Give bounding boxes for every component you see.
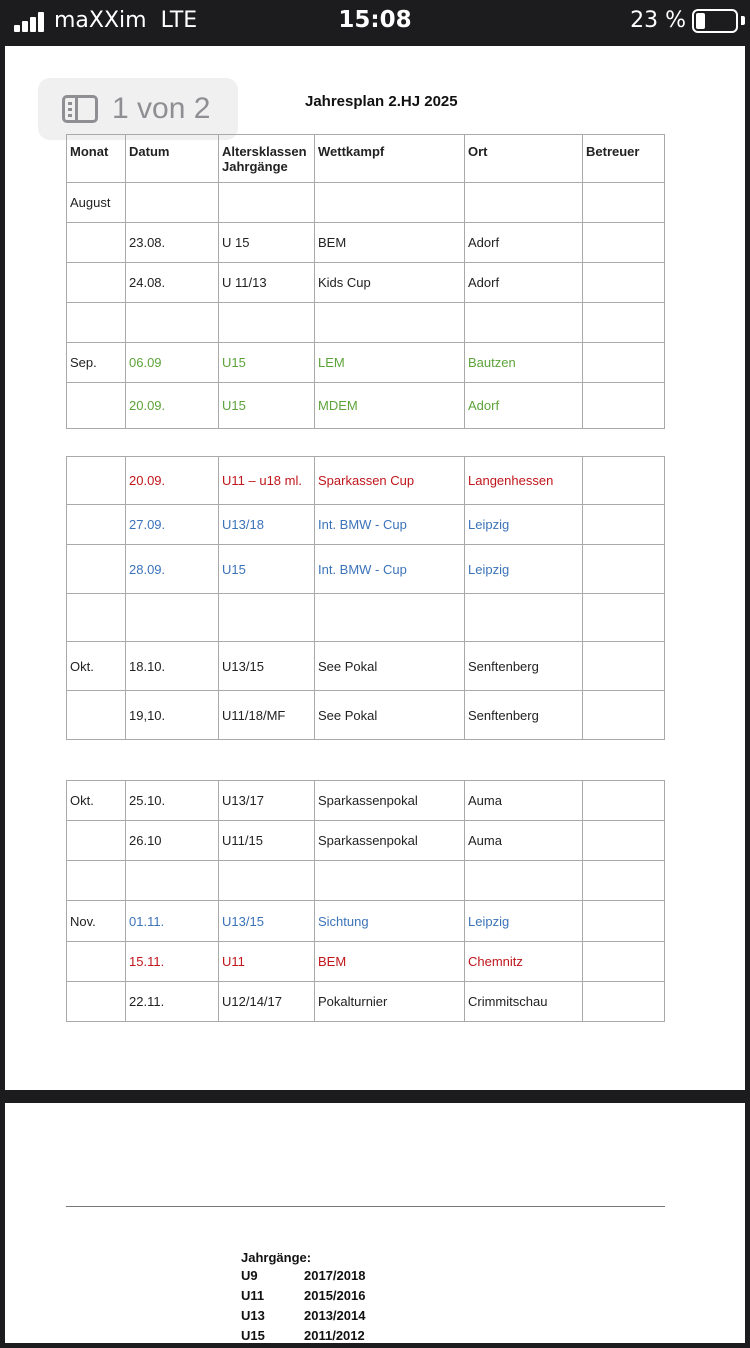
cell-monat (67, 505, 126, 545)
cell-ort (465, 861, 583, 901)
cell-wettkampf: Sparkassen Cup (315, 457, 465, 505)
cell-wettkampf: Int. BMW - Cup (315, 505, 465, 545)
schedule-table-2 (66, 456, 665, 740)
legend-row (241, 1328, 365, 1348)
cell-wettkampf: Sichtung (315, 901, 465, 942)
cell-altersklasse: U11/18/MF (219, 691, 315, 740)
cell-wettkampf: Pokalturnier (315, 982, 465, 1022)
cell-datum: 19,10. (126, 691, 219, 740)
cell-betreuer (583, 691, 665, 740)
cell-monat (67, 383, 126, 429)
cell-monat (67, 861, 126, 901)
divider-line (66, 1206, 665, 1207)
table-row (67, 691, 665, 740)
header-wettkampf: Wettkampf (315, 135, 465, 183)
cell-altersklasse (219, 861, 315, 901)
cell-altersklasse (219, 594, 315, 642)
cell-monat (67, 942, 126, 982)
cell-betreuer (583, 263, 665, 303)
cell-monat (67, 821, 126, 861)
cell-datum: 15.11. (126, 942, 219, 982)
cell-betreuer (583, 183, 665, 223)
cell-datum (126, 303, 219, 343)
legend-row (241, 1268, 365, 1288)
legend-title: Jahrgänge: (241, 1250, 312, 1265)
cell-monat (67, 303, 126, 343)
cell-ort: Senftenberg (465, 642, 583, 691)
cell-betreuer (583, 642, 665, 691)
cell-altersklasse (219, 183, 315, 223)
battery-percentage: 23 % (630, 8, 686, 33)
cell-ort: Adorf (465, 263, 583, 303)
table-row (67, 594, 665, 642)
document-title: Jahresplan 2.HJ 2025 (305, 93, 458, 110)
cell-datum: 20.09. (126, 457, 219, 505)
page-indicator[interactable] (38, 78, 238, 140)
cell-monat (67, 691, 126, 740)
header-datum: Datum (126, 135, 219, 183)
document-page-2[interactable] (5, 1103, 745, 1343)
cell-wettkampf (315, 303, 465, 343)
cell-wettkampf: Sparkassenpokal (315, 821, 465, 861)
cell-betreuer (583, 821, 665, 861)
cell-monat (67, 223, 126, 263)
cell-datum: 28.09. (126, 545, 219, 594)
cell-ort: Leipzig (465, 505, 583, 545)
cell-betreuer (583, 383, 665, 429)
age-class-legend (241, 1250, 365, 1348)
table-row (67, 303, 665, 343)
header-betreuer: Betreuer (583, 135, 665, 183)
cell-monat: Sep. (67, 343, 126, 383)
cell-ort (465, 303, 583, 343)
table-row (67, 901, 665, 942)
cell-datum: 22.11. (126, 982, 219, 1022)
schedule-table-1 (66, 134, 665, 429)
table-row (67, 642, 665, 691)
cell-datum: 27.09. (126, 505, 219, 545)
clock: 15:08 (338, 7, 412, 33)
cell-betreuer (583, 594, 665, 642)
table-row (67, 383, 665, 429)
legend-years: 2013/2014 (304, 1308, 366, 1323)
cell-altersklasse: U13/15 (219, 642, 315, 691)
cell-monat (67, 594, 126, 642)
cell-datum (126, 183, 219, 223)
cell-ort (465, 183, 583, 223)
table-row (67, 343, 665, 383)
cell-datum: 18.10. (126, 642, 219, 691)
table-row (67, 781, 665, 821)
cell-wettkampf: BEM (315, 223, 465, 263)
table-row (67, 942, 665, 982)
cell-altersklasse: U13/17 (219, 781, 315, 821)
cell-betreuer (583, 901, 665, 942)
cell-datum: 20.09. (126, 383, 219, 429)
cell-wettkampf: MDEM (315, 383, 465, 429)
cell-ort: Leipzig (465, 545, 583, 594)
status-bar (0, 0, 750, 44)
legend-age-class: U13 (241, 1308, 265, 1323)
cell-wettkampf: See Pokal (315, 642, 465, 691)
cell-altersklasse: U11 – u18 ml. (219, 457, 315, 505)
sidebar-icon (62, 95, 98, 123)
cell-ort: Adorf (465, 223, 583, 263)
cell-wettkampf: See Pokal (315, 691, 465, 740)
cell-ort: Auma (465, 821, 583, 861)
cell-altersklasse: U13/15 (219, 901, 315, 942)
cell-ort: Chemnitz (465, 942, 583, 982)
cell-datum: 06.09 (126, 343, 219, 383)
schedule-table-3 (66, 780, 665, 1022)
cell-betreuer (583, 223, 665, 263)
cell-ort (465, 594, 583, 642)
legend-age-class: U9 (241, 1268, 258, 1283)
cell-altersklasse: U13/18 (219, 505, 315, 545)
cell-datum: 24.08. (126, 263, 219, 303)
cell-altersklasse: U15 (219, 545, 315, 594)
cell-monat (67, 982, 126, 1022)
cell-monat (67, 457, 126, 505)
cell-monat: August (67, 183, 126, 223)
cell-datum: 25.10. (126, 781, 219, 821)
cell-datum: 26.10 (126, 821, 219, 861)
cell-monat: Okt. (67, 642, 126, 691)
cell-datum: 23.08. (126, 223, 219, 263)
table-row (67, 223, 665, 263)
cell-datum: 01.11. (126, 901, 219, 942)
cell-wettkampf (315, 183, 465, 223)
cell-monat: Okt. (67, 781, 126, 821)
cell-betreuer (583, 457, 665, 505)
cell-wettkampf: Int. BMW - Cup (315, 545, 465, 594)
cell-wettkampf: Kids Cup (315, 263, 465, 303)
battery-icon (692, 9, 738, 33)
legend-years: 2017/2018 (304, 1268, 366, 1283)
cell-wettkampf: Sparkassenpokal (315, 781, 465, 821)
page-counter: 1 von 2 (112, 92, 211, 125)
legend-row (241, 1308, 365, 1328)
cell-datum (126, 861, 219, 901)
cell-altersklasse: U11 (219, 942, 315, 982)
cell-ort: Crimmitschau (465, 982, 583, 1022)
cell-betreuer (583, 781, 665, 821)
cell-wettkampf (315, 594, 465, 642)
table-row (67, 982, 665, 1022)
table-row (67, 457, 665, 505)
cell-monat (67, 545, 126, 594)
cell-altersklasse: U15 (219, 383, 315, 429)
table-row (67, 263, 665, 303)
cell-wettkampf: BEM (315, 942, 465, 982)
cell-betreuer (583, 303, 665, 343)
table-row (67, 183, 665, 223)
cell-datum (126, 594, 219, 642)
legend-age-class: U15 (241, 1328, 265, 1343)
cell-ort: Langenhessen (465, 457, 583, 505)
table-row (67, 821, 665, 861)
header-ort: Ort (465, 135, 583, 183)
cell-wettkampf (315, 861, 465, 901)
cell-altersklasse: U11/15 (219, 821, 315, 861)
cell-ort: Bautzen (465, 343, 583, 383)
table-header-row (67, 135, 665, 183)
legend-years: 2011/2012 (304, 1328, 365, 1343)
table-row (67, 505, 665, 545)
battery-fill (696, 13, 705, 29)
cell-altersklasse: U15 (219, 343, 315, 383)
cell-altersklasse: U 15 (219, 223, 315, 263)
cell-betreuer (583, 861, 665, 901)
legend-row (241, 1288, 365, 1308)
cell-ort: Senftenberg (465, 691, 583, 740)
header-monat: Monat (67, 135, 126, 183)
table-row (67, 545, 665, 594)
cell-ort: Auma (465, 781, 583, 821)
cell-betreuer (583, 982, 665, 1022)
cell-ort: Adorf (465, 383, 583, 429)
cell-betreuer (583, 505, 665, 545)
cell-monat: Nov. (67, 901, 126, 942)
cell-altersklasse (219, 303, 315, 343)
cell-betreuer (583, 545, 665, 594)
legend-years: 2015/2016 (304, 1288, 366, 1303)
cell-monat (67, 263, 126, 303)
cell-betreuer (583, 343, 665, 383)
cell-ort: Leipzig (465, 901, 583, 942)
table-row (67, 861, 665, 901)
cell-betreuer (583, 942, 665, 982)
document-page-1[interactable] (5, 46, 745, 1090)
carrier-name: maXXim (54, 8, 147, 33)
cell-wettkampf: LEM (315, 343, 465, 383)
cell-altersklasse: U 11/13 (219, 263, 315, 303)
legend-age-class: U11 (241, 1288, 265, 1303)
battery-cap (741, 16, 745, 25)
cell-altersklasse: U12/14/17 (219, 982, 315, 1022)
header-altersklassen: Altersklassen Jahrgänge (219, 135, 315, 183)
network-type: LTE (160, 8, 198, 33)
